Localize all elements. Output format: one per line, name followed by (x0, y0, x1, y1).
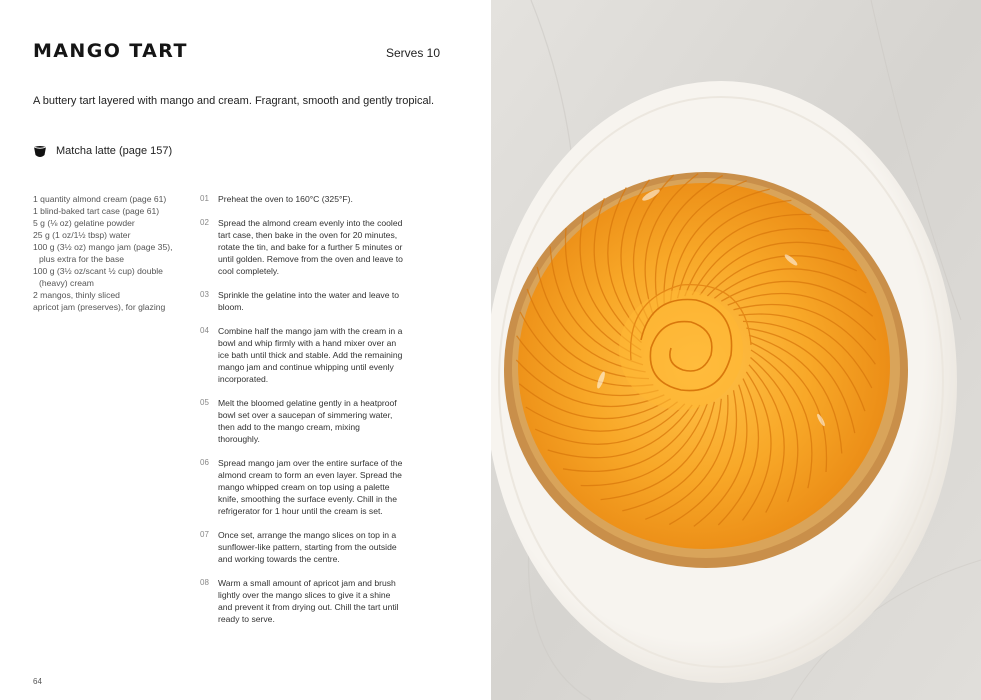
step-text: Spread the almond cream evenly into the cooled tart case, then bake in the oven for 20 minutes, rotate the tin, and bake for a further 5 minutes or until golden. Remove from the oven and leave to cool completely. (218, 218, 403, 276)
step-text: Combine half the mango jam with the cream in a bowl and whip firmly with a hand mixer over an ice bath until thick and stable. Add the remaining mango jam and continue whipping until evenly incorporated. (218, 326, 403, 384)
ingredient-item: 5 g (⅛ oz) gelatine powder (33, 218, 135, 228)
step-text: Melt the bloomed gelatine gently in a heatproof bowl set over a saucepan of simmering water, then add to the mango cream, mixing thoroughly. (218, 398, 397, 444)
step-text: Once set, arrange the mango slices on top in a sunflower-like pattern, starting from the outside and working towards the centre. (218, 530, 397, 564)
method-step (200, 193, 410, 205)
step-number: 08 (200, 578, 209, 587)
step-text: Sprinkle the gelatine into the water and leave to bloom. (218, 290, 400, 312)
ingredient-item: 1 blind-baked tart case (page 61) (33, 206, 160, 216)
step-number: 06 (200, 458, 209, 467)
step-number: 03 (200, 290, 209, 299)
page-number: 64 (33, 677, 42, 686)
ingredient-item: 25 g (1 oz/1½ tbsp) water (33, 230, 131, 240)
ingredient-item: apricot jam (preserves), for glazing (33, 302, 166, 312)
step-text: Warm a small amount of apricot jam and brush lightly over the mango slices to give it a shine and prevent it from drying out. Chill the tart until ready to serve. (218, 578, 399, 624)
recipe-title: MANGO TART (33, 40, 188, 62)
step-number: 04 (200, 326, 209, 335)
method-step (200, 529, 410, 565)
step-number: 05 (200, 398, 209, 407)
method-step (200, 217, 410, 277)
drink-pairing (33, 143, 172, 159)
ingredient-item: 1 quantity almond cream (page 61) (33, 194, 167, 204)
ingredient-item: plus extra for the base (39, 254, 125, 264)
step-number: 02 (200, 218, 209, 227)
method-step (200, 397, 410, 445)
step-text: Preheat the oven to 160°C (325°F). (218, 194, 353, 204)
step-number: 01 (200, 194, 209, 203)
cup-icon (33, 144, 47, 159)
method-steps (200, 193, 410, 637)
ingredients-list (33, 193, 173, 313)
step-text: Spread mango jam over the entire surface of the almond cream to form an even layer. Spread the mango whipped cream on top using a palette knife, smoothing the surface evenly. Chill in the refrigerator for 1 hour until the cream is set. (218, 458, 403, 516)
mango-tart-photo (491, 0, 981, 700)
ingredient-item: 100 g (3½ oz/scant ½ cup) double (33, 266, 163, 276)
method-step (200, 289, 410, 313)
tart-illustration (491, 0, 981, 700)
method-step (200, 457, 410, 517)
ingredient-item: 2 mangos, thinly sliced (33, 290, 120, 300)
servings: Serves 10 (385, 46, 440, 60)
pairing-label: Matcha latte (page 157) (56, 145, 173, 157)
recipe-intro: A buttery tart layered with mango and cream. Fragrant, smooth and gently tropical. (33, 95, 435, 107)
method-step (200, 577, 410, 625)
ingredient-item: (heavy) cream (39, 278, 94, 288)
method-step (200, 325, 410, 385)
ingredient-item: 100 g (3½ oz) mango jam (page 35), (33, 242, 173, 252)
step-number: 07 (200, 530, 209, 539)
